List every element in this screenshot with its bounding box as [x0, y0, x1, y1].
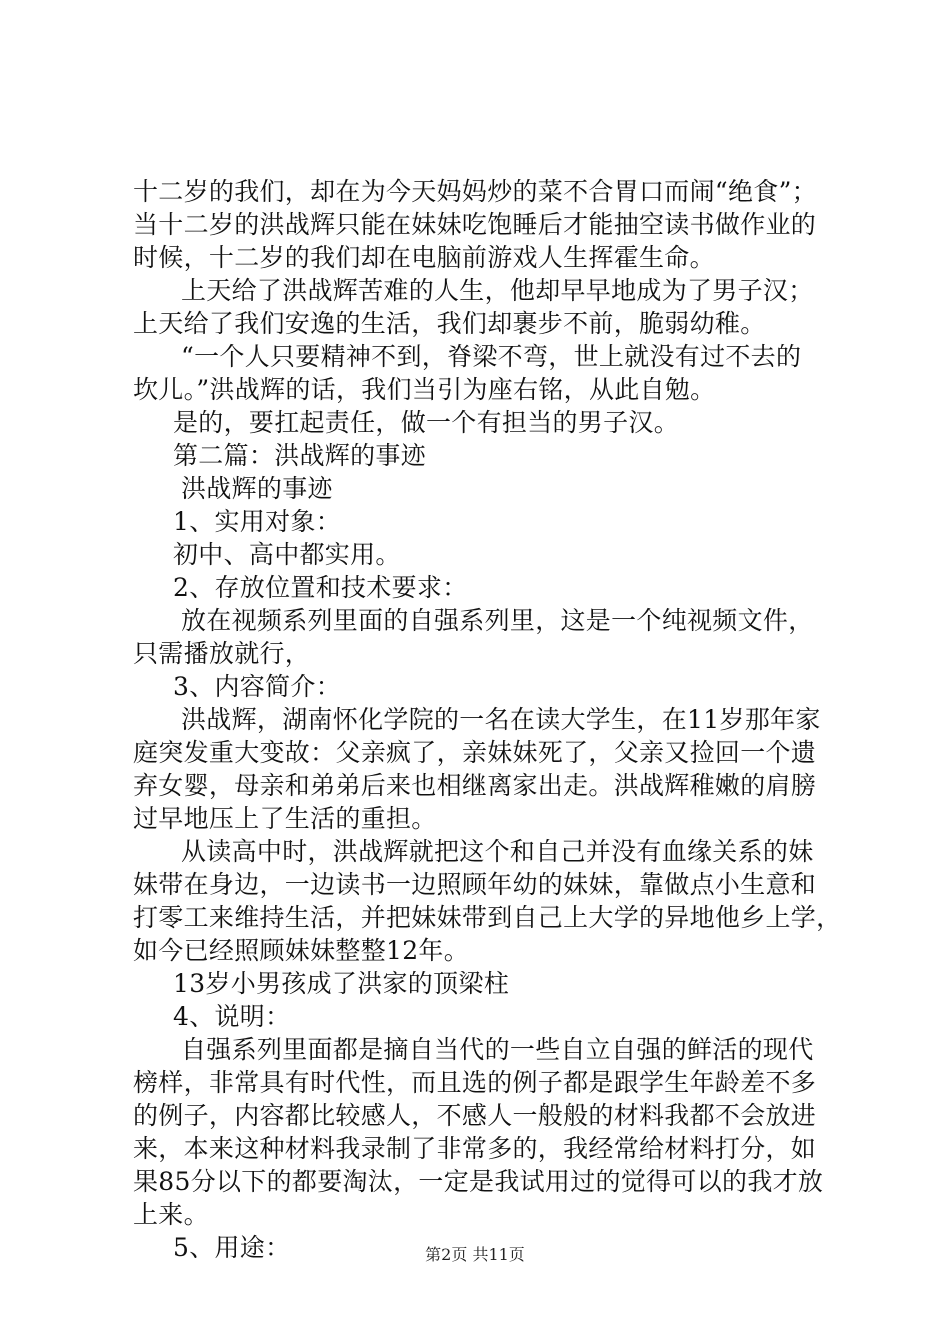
section-heading: 第二篇：洪战辉的事迹 — [173, 441, 427, 470]
text-line: “一个人只要精神不到，脊梁不弯，世上就没有过不去的 — [181, 342, 802, 371]
text-line: 妹带在身边，一边读书一边照顾年幼的妹妹，靠做点小生意和 — [133, 870, 817, 899]
text-line: 只需播放就行， — [133, 639, 311, 668]
text-line: 13岁小男孩成了洪家的顶梁柱 — [173, 969, 510, 998]
text-line: 放在视频系列里面的自强系列里，这是一个纯视频文件， — [181, 606, 814, 635]
text-line: 洪战辉，湖南怀化学院的一名在读大学生，在11岁那年家 — [181, 705, 821, 734]
text-line: 是的，要扛起责任，做一个有担当的男子汉。 — [173, 408, 680, 437]
document-body — [133, 175, 842, 1264]
text-line: 4、说明： — [173, 1002, 291, 1031]
text-line: 十二岁的我们，却在为今天妈妈炒的菜不合胃口而闹“绝食”； — [133, 177, 817, 206]
text-line: 当十二岁的洪战辉只能在妹妹吃饱睡后才能抽空读书做作业的 — [133, 210, 817, 239]
text-line: 上来。 — [133, 1200, 209, 1229]
text-line: 初中、高中都实用。 — [173, 540, 401, 569]
text-line: 上天给了我们安逸的生活，我们却裹步不前，脆弱幼稚。 — [133, 309, 766, 338]
text-line: 自强系列里面都是摘自当代的一些自立自强的鲜活的现代 — [181, 1035, 814, 1064]
text-line: 2、存放位置和技术要求： — [173, 573, 468, 602]
text-line: 上天给了洪战辉苦难的人生，他却早早地成为了男子汉； — [181, 276, 814, 305]
text-line: 时候，十二岁的我们却在电脑前游戏人生挥霍生命。 — [133, 243, 715, 272]
text-line: 的例子，内容都比较感人，不感人一般般的材料我都不会放进 — [133, 1101, 817, 1130]
text-line: 来，本来这种材料我录制了非常多的，我经常给材料打分，如 — [133, 1134, 817, 1163]
page-number-footer: 第2页 共11页 — [425, 1245, 525, 1264]
text-line: 洪战辉的事迹 — [181, 474, 333, 503]
text-line: 3、内容简介： — [173, 672, 342, 701]
text-line: 5、用途： — [173, 1233, 291, 1262]
text-line: 从读高中时，洪战辉就把这个和自己并没有血缘关系的妹 — [181, 837, 814, 866]
text-line: 打零工来维持生活，并把妹妹带到自己上大学的异地他乡上学， — [133, 903, 842, 932]
text-line: 过早地压上了生活的重担。 — [133, 804, 437, 833]
text-line: 弃女婴，母亲和弟弟后来也相继离家出走。洪战辉稚嫩的肩膀 — [133, 771, 817, 800]
text-line: 果85分以下的都要淘汰，一定是我试用过的觉得可以的我才放 — [133, 1167, 824, 1196]
text-line: 榜样，非常具有时代性，而且选的例子都是跟学生年龄差不多 — [133, 1068, 817, 1097]
text-line: 庭突发重大变故：父亲疯了，亲妹妹死了，父亲又捡回一个遗 — [133, 738, 817, 767]
text-line: 坎儿。”洪战辉的话，我们当引为座右铭，从此自勉。 — [133, 375, 716, 404]
text-line: 如今已经照顾妹妹整整12年。 — [133, 936, 470, 965]
text-line: 1、实用对象： — [173, 507, 342, 536]
